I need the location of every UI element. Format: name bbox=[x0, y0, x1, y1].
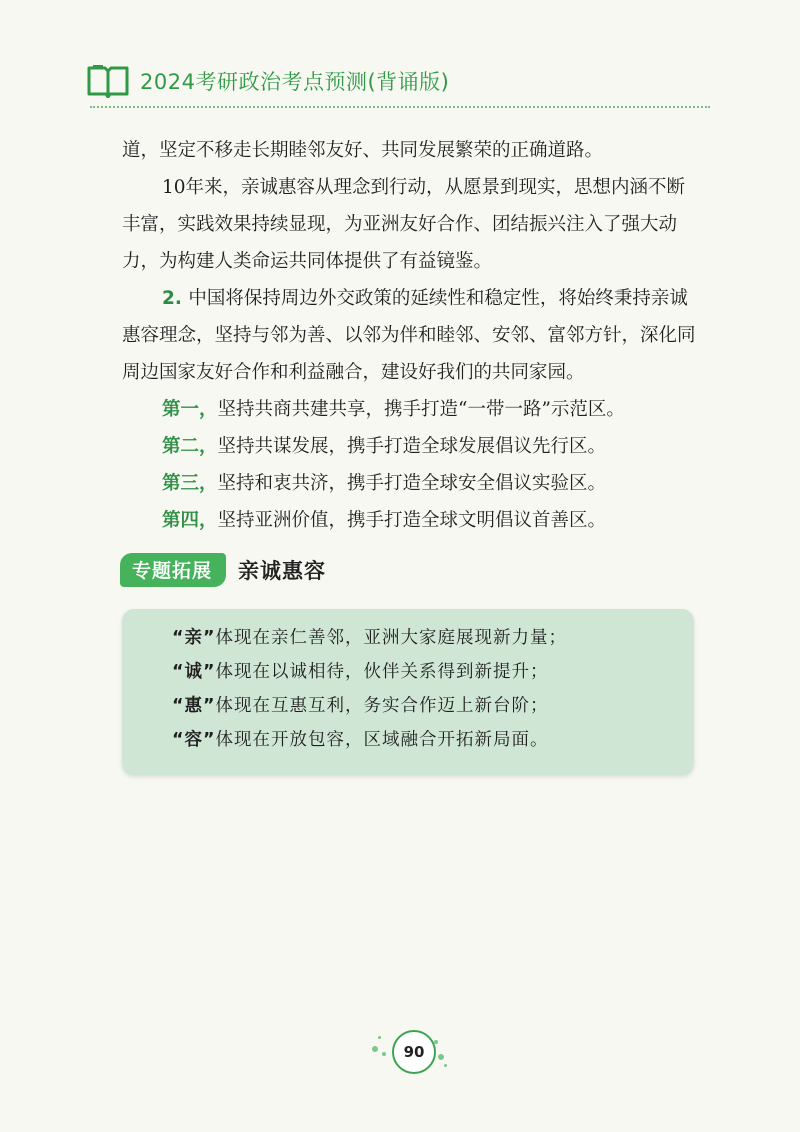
box-line bbox=[172, 655, 567, 689]
box-text: 体现在互惠互利，务实合作迈上新台阶； bbox=[215, 696, 549, 716]
point-item bbox=[122, 391, 702, 428]
paragraph-ten-years: 10年来，亲诚惠容从理念到行动，从愿景到现实，思想内涵不断丰富，实践效果持续显现，为亚洲友好合作、团结振兴注入了强大动力，为构建人类命运共同体提供了有益镜鉴。 bbox=[122, 177, 686, 272]
box-line bbox=[172, 621, 567, 655]
book-icon bbox=[86, 64, 130, 98]
point-item bbox=[122, 428, 702, 465]
section-2-paragraph: 2. 中国将保持周边外交政策的延续性和稳定性，将始终秉持亲诚惠容理念，坚持与邻为善、以邻为伴和睦邻、安邻、富邻方针，深化同周边国家友好合作和利益融合，建设好我们的共同家园。 bbox=[122, 288, 696, 383]
box-line bbox=[172, 689, 567, 723]
decorative-dot bbox=[382, 1052, 386, 1056]
main-content bbox=[122, 132, 702, 539]
page-number: 90 bbox=[392, 1030, 436, 1074]
point-item bbox=[122, 502, 702, 539]
point-text: 坚持和衷共济，携手打造全球安全倡议实验区。 bbox=[217, 473, 607, 494]
point-item bbox=[122, 465, 702, 502]
section-number: 2 bbox=[162, 288, 175, 309]
point-text: 坚持亚洲价值，携手打造全球文明倡议首善区。 bbox=[217, 510, 607, 531]
box-key: “亲” bbox=[172, 628, 216, 648]
point-text: 坚持共谋发展，携手打造全球发展倡议先行区。 bbox=[217, 436, 607, 457]
box-text: 体现在开放包容，区域融合开拓新局面。 bbox=[215, 730, 549, 750]
paragraph-continued: 道，坚定不移走长期睦邻友好、共同发展繁荣的正确道路。 bbox=[122, 140, 604, 161]
header-divider bbox=[90, 106, 710, 108]
box-key: “诚” bbox=[172, 662, 216, 682]
topic-title: 亲诚惠容 bbox=[238, 558, 327, 583]
decorative-dot bbox=[372, 1046, 378, 1052]
point-label: 第一， bbox=[162, 399, 218, 420]
header-title: 2024考研政治考点预测(背诵版) bbox=[140, 70, 450, 94]
page-header bbox=[86, 64, 449, 98]
box-key: “惠” bbox=[172, 696, 216, 716]
page-number-badge bbox=[386, 1024, 440, 1078]
point-label: 第二， bbox=[162, 436, 218, 457]
box-line bbox=[172, 723, 567, 757]
decorative-dot bbox=[438, 1054, 444, 1060]
box-text: 体现在以诚相待，伙伴关系得到新提升； bbox=[215, 662, 549, 682]
point-label: 第四， bbox=[162, 510, 218, 531]
box-text: 体现在亲仁善邻，亚洲大家庭展现新力量； bbox=[215, 628, 568, 648]
section-2-text: 中国将保持周边外交政策的延续性和稳定性，将始终秉持亲诚惠容理念，坚持与邻为善、以邻为伴和睦邻、安邻、富邻方针，深化同周边国家友好合作和利益融合，建设好我们的共同家园。 bbox=[122, 288, 696, 383]
decorative-dot bbox=[444, 1064, 447, 1067]
topic-box bbox=[122, 609, 694, 775]
point-label: 第三， bbox=[162, 473, 218, 494]
topic-badge: 专题拓展 bbox=[120, 553, 226, 587]
topic-box-lines bbox=[172, 621, 567, 757]
box-key: “容” bbox=[172, 730, 216, 750]
topic-heading bbox=[120, 553, 326, 587]
point-text: 坚持共商共建共享，携手打造“一带一路”示范区。 bbox=[217, 399, 625, 420]
decorative-dot bbox=[378, 1036, 381, 1039]
